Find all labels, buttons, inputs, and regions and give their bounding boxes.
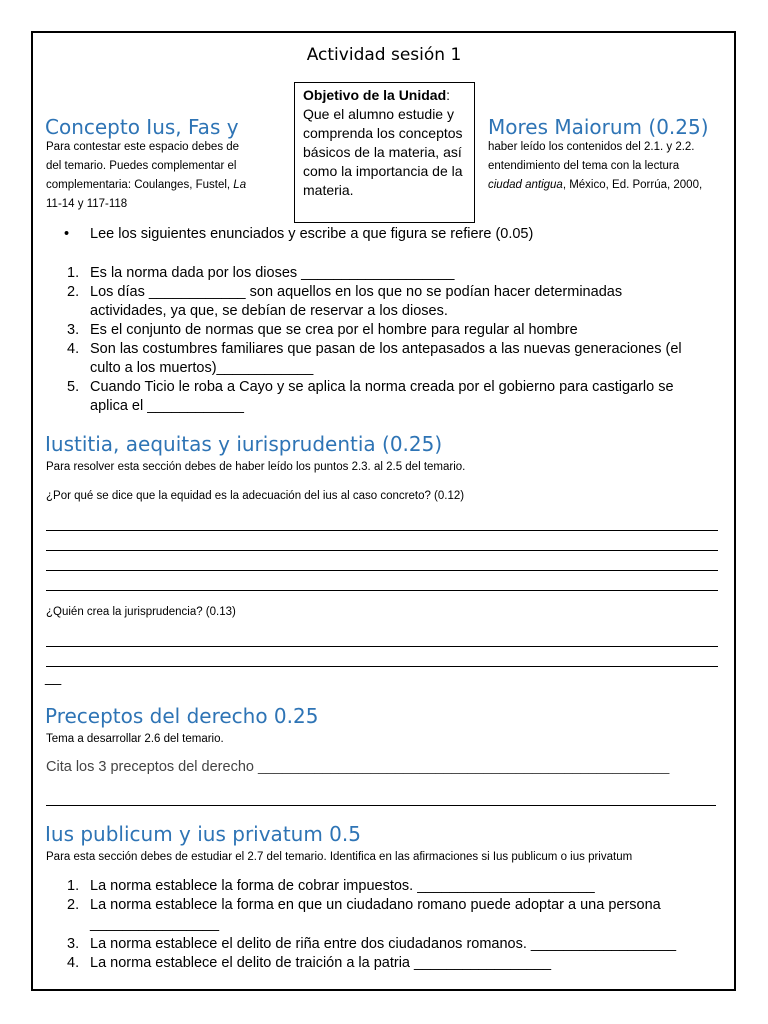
list-item-text: Es el conjunto de normas que se crea por el hombre para regular al hombre <box>90 322 578 338</box>
section-heading-ius-publicum: Ius publicum y ius privatum 0.5 <box>45 822 361 846</box>
intro-left-line-3: complementaria: Coulanges, Fustel, La <box>46 179 247 191</box>
intro-right-line-2: entendimiento del tema con la lectura <box>488 160 680 172</box>
list-item-text: actividades, ya que, se debían de reservar a los dioses. <box>90 303 448 319</box>
section-heading-mores-maiorum: Mores Maiorum (0.25) <box>488 115 709 139</box>
page-title: Actividad sesión 1 <box>306 45 462 65</box>
bullet-instruction: Lee los siguientes enunciados y escribe a que figura se refiere (0.05) <box>90 226 534 242</box>
list-item-number: 1. <box>67 265 80 281</box>
list-item-blank: ________________ <box>90 916 220 932</box>
prompt-preceptos: Cita los 3 preceptos del derecho ___________________________________________________ <box>46 759 670 775</box>
section-heading-preceptos: Preceptos del derecho 0.25 <box>45 704 319 728</box>
section-intro: Tema a desarrollar 2.6 del temario. <box>46 733 224 745</box>
answer-line[interactable] <box>46 805 716 806</box>
answer-line[interactable] <box>46 646 718 647</box>
answer-line[interactable] <box>46 590 718 591</box>
list-item-text: La norma establece el delito de riña entre dos ciudadanos romanos. __________________ <box>90 936 677 952</box>
list-item-text: Los días ____________ son aquellos en los que no se podían hacer determinadas <box>90 284 623 300</box>
list-item-number: 5. <box>67 379 80 395</box>
section-intro: Para resolver esta sección debes de haber leído los puntos 2.3. al 2.5 del temario. <box>46 461 466 473</box>
list-item-text: Cuando Ticio le roba a Cayo y se aplica la norma creada por el gobierno para castigarlo se <box>90 379 674 395</box>
list-item-number: 4. <box>67 955 80 971</box>
intro-right-line-3: ciudad antigua, México, Ed. Porrúa, 2000, <box>488 179 703 191</box>
list-item-text: Es la norma dada por los dioses ___________________ <box>90 265 455 281</box>
list-item-number: 4. <box>67 341 80 357</box>
list-item-text: culto a los muertos)____________ <box>90 360 314 376</box>
intro-left-line-4: 11-14 y 117-118 <box>46 198 128 210</box>
list-item-number: 3. <box>67 936 80 952</box>
section-heading-iustitia: Iustitia, aequitas y iurisprudentia (0.25) <box>45 432 443 456</box>
question-equidad: ¿Por qué se dice que la equidad es la adecuación del ius al caso concreto? (0.12) <box>46 490 465 502</box>
answer-line[interactable] <box>46 570 718 571</box>
section-intro: Para esta sección debes de estudiar el 2.7 del temario. Identifica en las afirmaciones si Ius publicum o ius privatum <box>46 851 633 863</box>
list-item-number: 3. <box>67 322 80 338</box>
section-heading-ius-fas: Concepto Ius, Fas y <box>45 115 239 139</box>
answer-line[interactable] <box>46 530 718 531</box>
intro-left-line-1: Para contestar este espacio debes de <box>46 141 240 153</box>
objective-text: Que el alumno estudie y comprenda los conceptos básicos de la materia, así como la importancia de la materia. <box>303 106 463 198</box>
objective-box <box>294 82 475 223</box>
answer-line-stub: __ <box>45 670 62 686</box>
list-item-text: Son las costumbres familiares que pasan de los antepasados a las nuevas generaciones (el <box>90 341 682 357</box>
list-item-text: La norma establece la forma en que un ciudadano romano puede adoptar a una persona <box>90 897 661 913</box>
objective-colon: : <box>446 87 451 103</box>
list-item-text: aplica el ____________ <box>90 398 244 414</box>
list-item-number: 2. <box>67 897 80 913</box>
intro-right-line-1: haber leído los contenidos del 2.1. y 2.2. <box>488 141 695 153</box>
objective-label: Objetivo de la Unidad <box>303 87 447 103</box>
list-item-number: 1. <box>67 878 80 894</box>
intro-left-line-2: del temario. Puedes complementar el <box>46 160 237 172</box>
list-item-text: La norma establece la forma de cobrar impuestos. ______________________ <box>90 878 595 894</box>
answer-line[interactable] <box>46 666 718 667</box>
list-item-text: La norma establece el delito de traición a la patria _________________ <box>90 955 552 971</box>
bullet-dot: • <box>64 226 70 242</box>
list-item-number: 2. <box>67 284 80 300</box>
question-jurisprudencia: ¿Quién crea la jurisprudencia? (0.13) <box>46 606 236 618</box>
answer-line[interactable] <box>46 550 718 551</box>
